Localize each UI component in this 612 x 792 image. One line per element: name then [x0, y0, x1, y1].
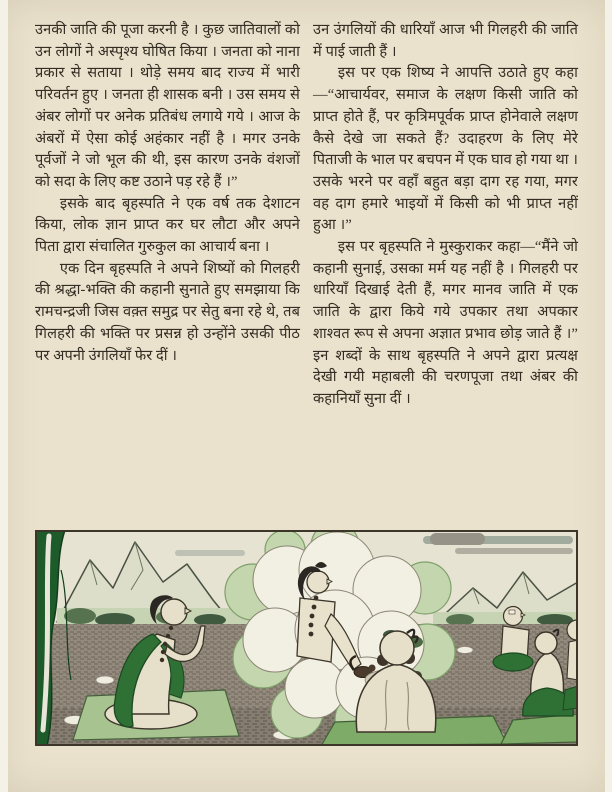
disciple-head	[380, 631, 414, 665]
paragraph: उनकी जाति की पूजा करनी है । कुछ जातिवालों को उन लोगों ने अस्पृश्य घोषित किया । जनता को नाना प्रकार से सताया । थोड़े समय बाद राज्य में भारी परिवर्तन हुए । जनता ही शासक बनी । उस समय से अंबर लोगों पर अनेक प्रतिबंध लगाये गये । आज के अंबरों में ऐसा कोई अहंकार नहीं है । मगर उनके पूर्वजों ने जो भूल की थी, इस कारण उनके वंशजों को सदा के लिए कष्ट उठाने पड़ रहे हैं ।”	[35, 22, 300, 190]
paragraph: इस पर एक शिष्य ने आपत्ति उठाते हुए कहा—“आचार्यवर, समाज के लक्षण किसी जाति को प्राप्त होते हैं, पर कृत्रिमपूर्वक प्राप्त होनेवाले लक्षण कैसे देखे जा सकते हैं? उदाहरण के लिए मेरे पिताजी के भाल पर बचपन में एक घाव हो गया था । उसके भरने पर वहाँ बहुत बड़ा दाग रह गया, मगर वह दाग हमारे भाइयों में किसी को भी प्राप्त नहीं हुआ ।”	[313, 65, 578, 234]
left-column	[35, 20, 300, 526]
right-column	[313, 20, 578, 526]
text-body	[35, 20, 578, 526]
scan-edge-right	[605, 0, 612, 792]
paragraph: इसके बाद बृहस्पति ने एक वर्ष तक देशाटन किया, लोक ज्ञान प्राप्त कर घर लौटा और अपने पिता द्वारा संचालित गुरुकुल का आचार्य बना ।	[35, 195, 300, 256]
story-illustration	[35, 530, 578, 746]
paragraph: उन उंगलियों की धारियाँ आज भी गिलहरी की जाति में पाई जाती हैं ।	[313, 22, 578, 60]
paragraph: एक दिन बृहस्पति ने अपने शिष्यों को गिलहरी की श्रद्धा-भक्ति की कहानी सुनाते हुए समझाया कि रामचन्द्रजी जिस वक़्त समुद्र पर सेतु बना रहे थे, तब गिलहरी की भक्ति पर प्रसन्न हो उन्होंने उसकी पीठ पर अपनी उंगलियाँ फेर दीं ।	[35, 260, 300, 364]
paragraph: इस पर बृहस्पति ने मुस्कुराकर कहा—“मैंने जो कहानी सुनाई, उसका मर्म यह नहीं है । गिलहरी पर धारियाँ दिखाई देती हैं, मगर मानव जाति में एक जाति के द्वारा किये गये उपकार तथा अपकार शाश्वत रूप से अपना अज्ञात प्रभाव छोड़ जाते हैं ।” इन शब्दों के साथ बृहस्पति ने अपने द्वारा प्रत्यक्ष देखी गयी महाबली की चरणपूजा तथा अंबर की कहानियाँ सुना दीं ।	[313, 239, 578, 407]
scan-edge-left	[0, 0, 8, 792]
sage-head	[161, 599, 187, 625]
